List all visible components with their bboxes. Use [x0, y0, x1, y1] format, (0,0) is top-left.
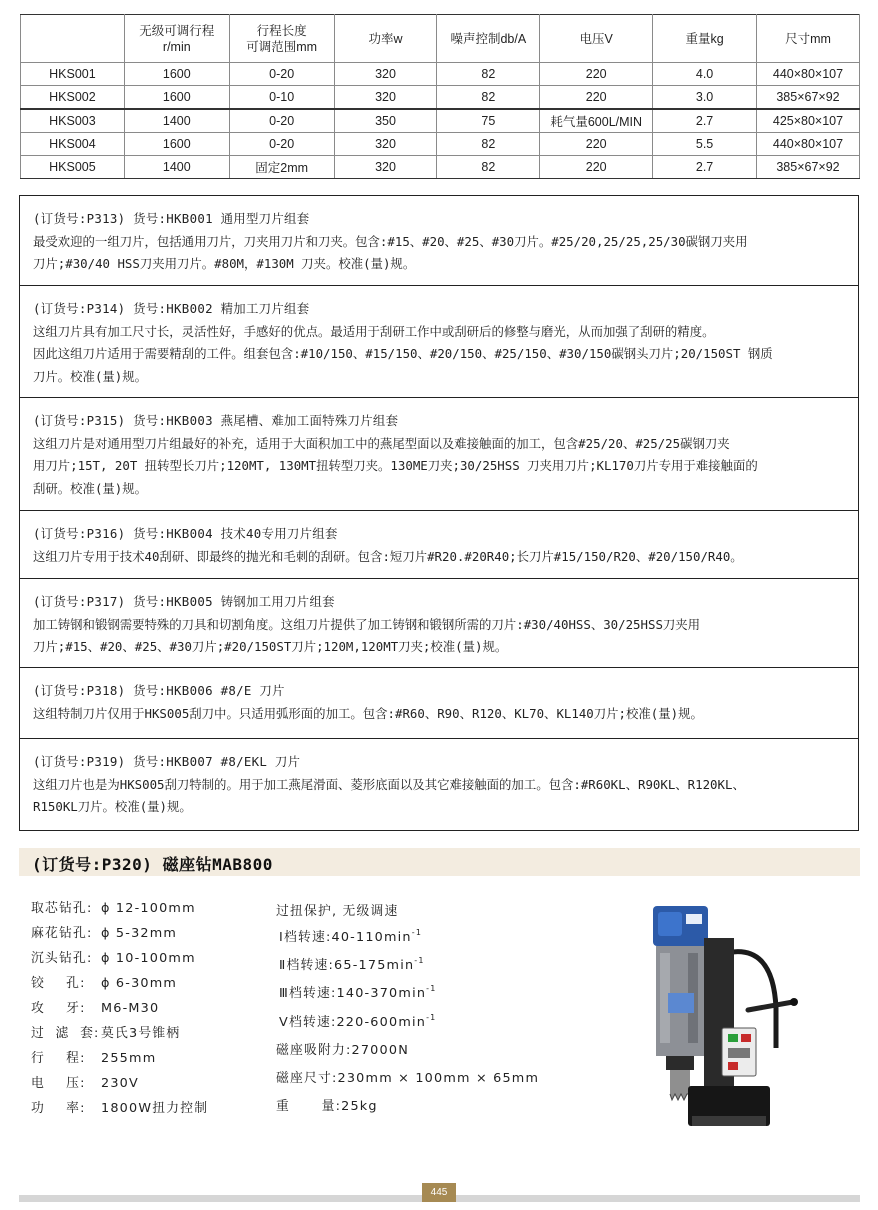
- spec-key: 铰 孔:: [31, 976, 86, 991]
- speed-unit-exponent: -1: [411, 928, 423, 937]
- cell: 320: [334, 133, 437, 156]
- block-title: (订货号:P319) 货号:HKB007 #8/EKL 刀片: [33, 754, 301, 769]
- spec-row: 磁座尺寸:230mm × 100mm × 65mm: [276, 1070, 540, 1086]
- cell: 440×80×107: [756, 63, 859, 86]
- table-header-row: [21, 15, 860, 63]
- spec-row: [31, 1097, 208, 1122]
- cell: 耗气量600L/MIN: [540, 109, 653, 133]
- spec-value: ϕ 6-30mm: [101, 976, 178, 991]
- block-text: 这组特制刀片仅用于HKS005刮刀中。只适用弧形面的加工。包含:#R60、R90、R120、KL70、KL140刀片;校准(量)规。: [33, 705, 703, 721]
- description-block-p314: [20, 285, 858, 397]
- header-size: 尺寸mm: [756, 15, 859, 63]
- header-voltage: 电压V: [540, 15, 653, 63]
- speed-value: 65-175min: [334, 958, 415, 974]
- spec-row: [31, 1022, 208, 1047]
- table-row: [21, 109, 860, 133]
- block-text: 刮研。校准(量)规。: [33, 480, 148, 496]
- cell: 385×67×92: [756, 86, 859, 110]
- spec-row: [31, 897, 208, 922]
- block-title: (订货号:P318) 货号:HKB006 #8/E 刀片: [33, 683, 285, 698]
- cell: 2.7: [653, 156, 757, 179]
- block-title: (订货号:P316) 货号:HKB004 技术40专用刀片组套: [33, 526, 338, 541]
- cell: 固定2mm: [229, 156, 334, 179]
- product-header-bar: [19, 848, 860, 876]
- block-text: 这组刀片专用于技术40刮研、即最终的抛光和毛刺的刮研。包含:短刀片#R20.#20R40;长刀片#15/150/R20、#20/150/R40。: [33, 548, 743, 564]
- table-row: [21, 86, 860, 110]
- block-title: (订货号:P313) 货号:HKB001 通用型刀片组套: [33, 211, 310, 226]
- header-noise: 噪声控制db/A: [437, 15, 540, 63]
- speed-row: [276, 954, 539, 982]
- table-row: [21, 63, 860, 86]
- spec-value: M6-M30: [101, 1001, 160, 1016]
- cell: 0-20: [229, 63, 334, 86]
- description-block-p313: [20, 196, 858, 285]
- spec-list-left: [31, 897, 208, 1122]
- block-text: R150KL刀片。校准(量)规。: [33, 799, 192, 814]
- spec-value: 1800W扭力控制: [101, 1101, 209, 1116]
- cell: 320: [334, 86, 437, 110]
- description-block-p316: [20, 510, 858, 578]
- spec-key: 功 率:: [31, 1101, 86, 1116]
- cell: 0-20: [229, 109, 334, 133]
- cell: 3.0: [653, 86, 757, 110]
- cell: 82: [437, 63, 540, 86]
- cell: 1400: [124, 109, 229, 133]
- cell: 220: [540, 86, 653, 110]
- block-text: 这组刀片具有加工尺寸长，灵活性好，手感好的优点。最适用于刮研工作中或刮研后的修整与磨光，从而加强了刮研的精度。: [33, 323, 715, 339]
- header-stroke: 行程长度 可调范围mm: [229, 15, 334, 63]
- speed-row: [276, 926, 539, 954]
- table-row: [21, 133, 860, 156]
- spec-key: 取芯钻孔:: [31, 901, 93, 916]
- cell: 440×80×107: [756, 133, 859, 156]
- spec-key: 过 滤 套:: [31, 1026, 100, 1041]
- speed-unit-exponent: -1: [414, 956, 425, 966]
- spec-row: [31, 1072, 208, 1097]
- cell: HKS003: [21, 109, 125, 133]
- block-text: 刀片。校准(量)规。: [33, 368, 148, 384]
- spec-row: [31, 947, 208, 972]
- block-text: 因此这组刀片适用于需要精刮的工件。组套包含:#10/150、#15/150、#20/150、#25/150、#30/150碳钢头刀片;20/150ST 钢质: [33, 346, 773, 361]
- header-model: [21, 15, 125, 63]
- cell: 350: [334, 109, 437, 133]
- spec-row: [31, 972, 208, 997]
- page-number: 445: [422, 1183, 456, 1202]
- spec-value: 230V: [101, 1076, 139, 1091]
- product-title: (订货号:P320) 磁座钻MAB800: [32, 855, 273, 874]
- header-power: 功率w: [334, 15, 437, 63]
- description-block-p318: [20, 667, 858, 738]
- cell: 1600: [124, 86, 229, 110]
- speed-row: [276, 1011, 539, 1039]
- spec-row: [31, 997, 208, 1022]
- cell: 320: [334, 156, 437, 179]
- cell: 425×80×107: [756, 109, 859, 133]
- magnetic-drill-image: [648, 898, 798, 1133]
- spec-value: 255mm: [101, 1051, 157, 1066]
- description-block-p315: [20, 397, 858, 510]
- block-title: (订货号:P314) 货号:HKB002 精加工刀片组套: [33, 301, 310, 316]
- speed-value: 40-110min: [331, 930, 412, 945]
- cell: HKS002: [21, 86, 125, 110]
- block-text: 加工铸钢和锻钢需要特殊的刀具和切割角度。这组刀片提供了加工铸钢和锻钢所需的刀片:#30/40HSS、30/25HSS刀夹用: [33, 616, 701, 632]
- spec-value: 莫氏3号锥柄: [101, 1026, 181, 1041]
- speed-value: 220-600min: [336, 1014, 427, 1030]
- spec-table: [20, 14, 860, 179]
- spec-row: [31, 1047, 208, 1072]
- speed-level: Ⅴ档转速:: [279, 1014, 337, 1030]
- spec-list-right: [276, 900, 539, 1123]
- spec-value: ϕ 10-100mm: [101, 951, 196, 966]
- cell: HKS005: [21, 156, 125, 179]
- table-row: [21, 156, 860, 179]
- spec-key: 行 程:: [31, 1051, 86, 1066]
- cell: 4.0: [653, 63, 757, 86]
- header-speed: 无级可调行程 r/min: [124, 15, 229, 63]
- spec-row: 磁座吸附力:27000N: [276, 1042, 409, 1058]
- cell: 0-10: [229, 86, 334, 110]
- spec-value: ϕ 5-32mm: [101, 926, 178, 941]
- spec-key: 麻花钻孔:: [31, 926, 93, 941]
- block-text: 刀片;#15、#20、#25、#30刀片;#20/150ST刀片;120M,120MT刀夹;校准(量)规。: [33, 639, 508, 654]
- cell: 1600: [124, 63, 229, 86]
- spec-intro: 过扭保护, 无级调速: [276, 904, 399, 919]
- speed-value: 140-370min: [336, 986, 427, 1002]
- block-text: 最受欢迎的一组刀片，包括通用刀片，刀夹用刀片和刀夹。包含:#15、#20、#25、#30刀片。#25/20,25/25,25/30碳钢刀夹用: [33, 233, 748, 249]
- cell: HKS004: [21, 133, 125, 156]
- cell: 82: [437, 133, 540, 156]
- spec-key: 电 压:: [31, 1076, 86, 1091]
- speed-level: Ⅱ档转速:: [279, 958, 335, 974]
- cell: 0-20: [229, 133, 334, 156]
- spec-key: 攻 牙:: [31, 1001, 86, 1016]
- description-block-p317: [20, 578, 858, 667]
- block-title: (订货号:P317) 货号:HKB005 铸钢加工用刀片组套: [33, 594, 335, 609]
- spec-row: 重 量:25kg: [276, 1099, 378, 1115]
- description-block-p319: [20, 738, 858, 830]
- product-description-list: [19, 195, 859, 831]
- block-text: 刀片;#30/40 HSS刀夹用刀片。#80M，#130M 刀夹。校准(量)规。: [33, 256, 416, 271]
- spec-key: 沉头钻孔:: [31, 951, 93, 966]
- cell: HKS001: [21, 63, 125, 86]
- cell: 5.5: [653, 133, 757, 156]
- cell: 82: [437, 156, 540, 179]
- header-weight: 重量kg: [653, 15, 757, 63]
- cell: 75: [437, 109, 540, 133]
- speed-unit-exponent: -1: [426, 984, 437, 994]
- spec-row: [31, 922, 208, 947]
- cell: 82: [437, 86, 540, 110]
- block-text: 这组刀片是对通用型刀片组最好的补充，适用于大面积加工中的燕尾型面以及难接触面的加工，包含#25/20、#25/25碳钢刀夹: [33, 435, 730, 451]
- cell: 220: [540, 63, 653, 86]
- cell: 1600: [124, 133, 229, 156]
- cell: 320: [334, 63, 437, 86]
- speed-unit-exponent: -1: [426, 1012, 437, 1022]
- cell: 220: [540, 156, 653, 179]
- block-title: (订货号:P315) 货号:HKB003 燕尾槽、难加工面特殊刀片组套: [33, 413, 399, 428]
- speed-row: [276, 982, 539, 1010]
- cell: 1400: [124, 156, 229, 179]
- cell: 2.7: [653, 109, 757, 133]
- block-text: 用刀片;15T, 20T 扭转型长刀片;120MT, 130MT扭转型刀夹。130ME刀夹;30/25HSS 刀夹用刀片;KL170刀片专用于难接触面的: [33, 458, 758, 473]
- block-text: 这组刀片也是为HKS005刮刀特制的。用于加工燕尾滑面、菱形底面以及其它难接触面的加工。包含:#R60KL、R90KL、R120KL、: [33, 776, 745, 792]
- speed-level: Ⅰ档转速:: [279, 930, 332, 945]
- speed-level: Ⅲ档转速:: [279, 986, 337, 1002]
- cell: 220: [540, 133, 653, 156]
- cell: 385×67×92: [756, 156, 859, 179]
- spec-value: ϕ 12-100mm: [101, 901, 196, 916]
